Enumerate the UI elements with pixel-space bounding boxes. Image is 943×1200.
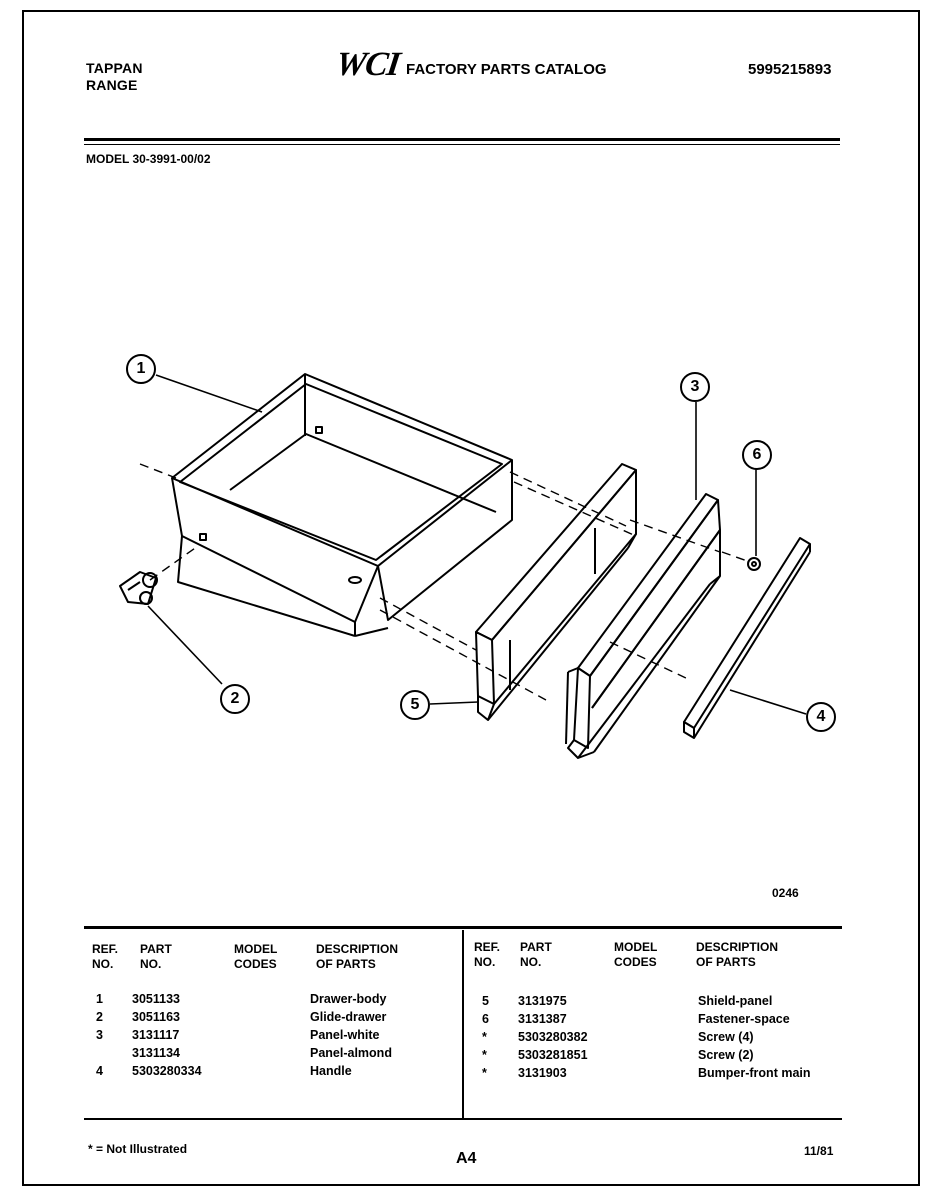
table-cell: * (482, 1030, 487, 1044)
table-cell: 3131903 (518, 1066, 567, 1080)
fastener-spacer-part (748, 558, 760, 570)
callout-4: 4 (806, 702, 836, 732)
header-part-right: PART NO. (520, 940, 552, 969)
table-cell: 5303280334 (132, 1064, 202, 1078)
not-illustrated-note: * = Not Illustrated (88, 1142, 188, 1156)
table-cell: 2 (96, 1010, 103, 1024)
header-ref-left: REF. NO. (92, 942, 119, 971)
table-cell: 1 (96, 992, 103, 1006)
drawer-body-part (172, 374, 512, 636)
callout-2: 2 (220, 684, 250, 714)
left-part-column (132, 990, 232, 1080)
figure-code: 0246 (772, 886, 799, 900)
handle-part (684, 538, 810, 738)
wci-logo: WCI (333, 46, 402, 83)
brand-name: TAPPAN (86, 60, 143, 76)
callout-5: 5 (400, 690, 430, 720)
model-number: MODEL 30-3991-00/02 (86, 152, 211, 166)
header-desc-left: DESCRIPTION OF PARTS (316, 942, 399, 971)
table-cell: 5303281851 (518, 1048, 588, 1062)
callout-6: 6 (742, 440, 772, 470)
table-cell: 3131134 (132, 1046, 180, 1060)
table-cell: Glide-drawer (310, 1010, 387, 1024)
left-desc-column (310, 990, 450, 1080)
table-cell: * (482, 1048, 487, 1062)
header-desc-right: DESCRIPTION OF PARTS (696, 940, 779, 969)
right-desc-column (698, 992, 838, 1082)
table-cell: Screw (2) (698, 1048, 754, 1062)
table-cell: 3051133 (132, 992, 180, 1006)
table-cell: Shield-panel (698, 994, 773, 1008)
header-model-left: MODEL CODES (234, 942, 278, 971)
table-cell: Bumper-front main (698, 1066, 811, 1080)
table-cell: 5 (482, 994, 489, 1008)
catalog-title: FACTORY PARTS CATALOG (406, 61, 607, 78)
table-cell: 3131975 (518, 994, 567, 1008)
glide-drawer-part (120, 572, 157, 604)
table-cell: Panel-white (310, 1028, 380, 1042)
table-cell: 3131387 (518, 1012, 567, 1026)
header-part-left: PART NO. (140, 942, 172, 971)
table-cell: 3051163 (132, 1010, 180, 1024)
table-cell: Screw (4) (698, 1030, 754, 1044)
table-divider (462, 930, 464, 1120)
page-number: A4 (456, 1150, 477, 1167)
table-cell: Drawer-body (310, 992, 387, 1006)
table-cell: 3131117 (132, 1028, 180, 1042)
table-cell: * (482, 1066, 487, 1080)
revision-date: 11/81 (804, 1144, 834, 1158)
header-ref-right: REF. NO. (474, 940, 501, 969)
table-cell: 5303280382 (518, 1030, 588, 1044)
callout-3: 3 (680, 372, 710, 402)
left-ref-column (96, 990, 132, 1080)
catalog-number: 5995215893 (748, 61, 832, 78)
table-cell: 6 (482, 1012, 489, 1026)
right-part-column (518, 992, 628, 1082)
header-model-right: MODEL CODES (614, 940, 658, 969)
table-cell: Panel-almond (310, 1046, 392, 1060)
table-bottom-rule (84, 1118, 842, 1120)
right-ref-column (482, 992, 512, 1082)
table-cell: 4 (96, 1064, 103, 1078)
table-cell: Fastener-space (698, 1012, 790, 1026)
callout-1: 1 (126, 354, 156, 384)
table-top-rule (84, 926, 842, 929)
table-cell: 3 (96, 1028, 103, 1042)
table-cell: Handle (310, 1064, 352, 1078)
product-name: RANGE (86, 77, 138, 93)
table-cell (96, 1044, 132, 1062)
